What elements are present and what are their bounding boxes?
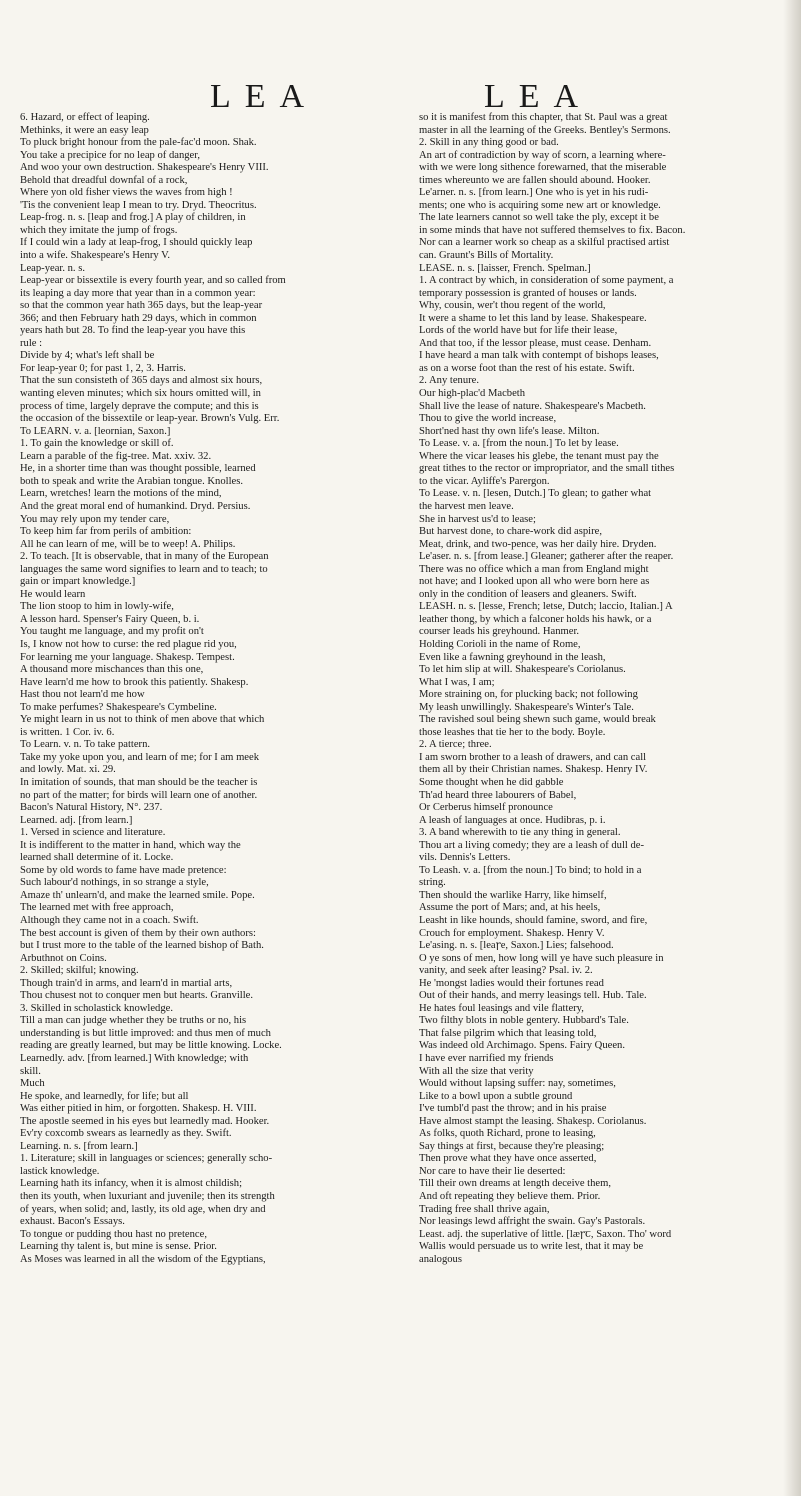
text-line: wanting eleven minutes; which six hours omitted will, in <box>20 388 261 400</box>
running-head-right: LEA <box>484 78 593 115</box>
text-line: Was either pitied in him, or forgotten. Shakesp. H. VIII. <box>20 1103 257 1115</box>
text-line: 2. Any tenure. <box>419 375 480 387</box>
text-line: As Moses was learned in all the wisdom of the Egyptians, <box>20 1253 266 1265</box>
text-line: Much <box>20 1078 45 1090</box>
text-line: Th'ad heard three labourers of Babel, <box>419 789 577 801</box>
text-line: no part of the matter; for birds will learn one of another. <box>20 789 258 801</box>
text-line: Our high-plac'd Macbeth <box>419 388 526 400</box>
text-line: Nor can a learner work so cheap as a skilful practised artist <box>419 237 670 249</box>
text-line: Leap-year or bissextile is every fourth year, and so called from <box>20 275 286 287</box>
text-line: 'Tis the convenient leap I mean to try. Dryd. Theocritus. <box>20 199 257 211</box>
text-line: Is, I know not how to curse: the red plague rid you, <box>20 638 237 650</box>
text-line: You take a precipice for no leap of danger, <box>20 149 200 161</box>
text-line: For learning me your language. Shakesp. Tempest. <box>20 651 235 663</box>
text-line: ments; one who is acquiring some new art or knowledge. <box>419 199 661 211</box>
text-line: The ravished soul being shewn such game, would break <box>419 714 656 726</box>
text-line: learned shall determine of it. Locke. <box>20 852 174 864</box>
text-line: A lesson hard. Spenser's Fairy Queen, b. i. <box>20 613 200 625</box>
text-line: You taught me language, and my profit on't <box>20 626 204 638</box>
text-line: string. <box>419 877 446 889</box>
text-line: Or Cerberus himself pronounce <box>419 802 553 814</box>
text-line: great tithes to the rector or impropriator, and the small tithes <box>419 463 675 475</box>
text-line: Thou art a living comedy; they are a leash of dull de- <box>419 839 645 851</box>
text-line: I am sworn brother to a leash of drawers, and can call <box>419 751 647 763</box>
text-line: Arbuthnot on Coins. <box>20 952 107 964</box>
text-line: courser leads his greyhound. Hanmer. <box>419 626 580 638</box>
text-line: the harvest men leave. <box>419 500 514 512</box>
text-line: That false pilgrim which that leasing told, <box>419 1027 597 1039</box>
text-line: Where the vicar leases his glebe, the tenant must pay the <box>419 450 659 462</box>
text-line: To Lease. v. n. [lesen, Dutch.] To glean; to gather what <box>419 488 652 500</box>
text-line: Out of their hands, and merry leasings tell. Hub. Tale. <box>419 990 647 1002</box>
text-line: Why, cousin, wer't thou regent of the world, <box>419 300 606 312</box>
text-line: Learning hath its infancy, when it is almost childish; <box>20 1178 243 1190</box>
text-line: exhaust. Bacon's Essays. <box>20 1216 125 1228</box>
text-line: Nor leasings lewd affright the swain. Gay's Pastorals. <box>419 1216 646 1228</box>
text-line: What I was, I am; <box>419 676 495 688</box>
text-line: He, in a shorter time than was thought possible, learned <box>20 463 256 475</box>
text-line: Least. adj. the superlative of little. [læꞅꞇ, Saxon. Tho' word <box>419 1228 672 1240</box>
text-line: She in harvest us'd to lease; <box>419 513 536 525</box>
text-line: The learned met with free approach, <box>20 902 174 914</box>
text-line: O ye sons of men, how long will ye have such pleasure in <box>419 952 664 964</box>
text-line: vils. Dennis's Letters. <box>419 852 511 864</box>
text-line: More straining on, for plucking back; not following <box>419 689 638 701</box>
text-line: Learning. n. s. [from learn.] <box>20 1140 138 1152</box>
text-line: Take my yoke upon you, and learn of me; for I am meek <box>20 751 260 763</box>
text-line: times whereunto we are fallen should abound. Hooker. <box>419 174 651 186</box>
text-line: skill. <box>20 1065 41 1077</box>
text-line: I have ever narrified my friends <box>419 1053 554 1065</box>
text-line: vanity, and seek after leasing? Psal. iv. 2. <box>419 965 593 977</box>
text-line: Le'arner. n. s. [from learn.] One who is yet in his rudi- <box>419 187 649 199</box>
text-line: its leaping a day more that year than in a common year: <box>20 287 256 299</box>
text-line: Learning thy talent is, but mine is sense. Prior. <box>20 1241 217 1253</box>
text-line: Methinks, it were an easy leap <box>20 124 149 136</box>
text-line: master in all the learning of the Greeks. Bentley's Sermons. <box>419 124 671 136</box>
text-line: To pluck bright honour from the pale-fac'd moon. Shak. <box>20 137 257 149</box>
text-line: Wallis would persuade us to write lest, that it may be <box>419 1241 644 1253</box>
text-line: To let him slip at will. Shakespeare's Coriolanus. <box>419 664 626 676</box>
text-line: and lowly. Mat. xi. 29. <box>20 764 116 776</box>
text-line: 2. Skilled; skilful; knowing. <box>20 965 139 977</box>
text-line: 3. A band wherewith to tie any thing in general. <box>419 827 621 839</box>
text-line: Have almost stampt the leasing. Shakesp. Coriolanus. <box>419 1115 647 1127</box>
text-line: Then prove what they have once asserted, <box>419 1153 597 1165</box>
text-line: I've tumbl'd past the throw; and in his praise <box>419 1103 607 1115</box>
text-line: Short'ned hast thy own life's lease. Milton. <box>419 425 600 437</box>
text-line: To Learn. v. n. To take pattern. <box>20 739 151 751</box>
text-line: The late learners cannot so well take the ply, except it be <box>419 212 659 224</box>
text-line: Thou to give the world increase, <box>419 413 557 425</box>
text-line: Thou chusest not to conquer men but hearts. Granville. <box>20 990 254 1002</box>
text-line: Leap-frog. n. s. [leap and frog.] A play of children, in <box>20 212 246 224</box>
text-line: As folks, quoth Richard, prone to leasing, <box>419 1128 596 1140</box>
text-line: only in the condition of leasers and gleaners. Swift. <box>419 588 637 600</box>
text-line: Nor care to have their lie deserted: <box>419 1165 566 1177</box>
text-line: Though train'd in arms, and learn'd in martial arts, <box>20 977 233 989</box>
text-line: Le'asing. n. s. [leaꞅe, Saxon.] Lies; falsehood. <box>419 940 614 952</box>
text-line: 2. A tierce; three. <box>419 739 492 751</box>
text-line: And the great moral end of humankind. Dryd. Persius. <box>20 500 251 512</box>
text-line: gain or impart knowledge.] <box>20 576 136 588</box>
text-line: Leap-year. n. s. <box>20 262 86 274</box>
running-head-left: LEA <box>210 78 319 115</box>
text-line: Such labour'd nothings, in so strange a style, <box>20 877 209 889</box>
text-line: I have heard a man talk with contempt of bishops leases, <box>419 350 659 362</box>
text-line: so it is manifest from this chapter, that St. Paul was a great <box>419 112 668 123</box>
text-line: Trading free shall thrive again, <box>419 1203 550 1215</box>
text-line: languages the same word signifies to learn and to teach; to <box>20 563 268 575</box>
text-line: Was indeed old Archimago. Spens. Fairy Queen. <box>419 1040 625 1052</box>
text-line: Have learn'd me how to brook this patiently. Shakesp. <box>20 676 249 688</box>
text-line: 2. Skill in any thing good or bad. <box>419 137 559 149</box>
text-line: not have; and I looked upon all who were born here as <box>419 576 650 588</box>
text-line: Learned. adj. [from learn.] <box>20 814 133 826</box>
text-line: You may rely upon my tender care, <box>20 513 170 525</box>
text-line: If I could win a lady at leap-frog, I should quickly leap <box>20 237 253 249</box>
text-line: All he can learn of me, will be to weep! A. Philips. <box>20 538 236 550</box>
text-line: Would without lapsing suffer: nay, sometimes, <box>419 1078 616 1090</box>
text-line: 2. To teach. [It is observable, that in many of the European <box>20 551 269 563</box>
text-line: To keep him far from perils of ambition: <box>20 526 192 538</box>
text-line: 6. Hazard, or effect of leaping. <box>20 112 150 123</box>
text-line: 1. Literature; skill in languages or sciences; generally scho- <box>20 1153 273 1165</box>
text-line: My leash unwillingly. Shakespeare's Winter's Tale. <box>419 701 634 713</box>
text-line: Till their own dreams at length deceive them, <box>419 1178 612 1190</box>
text-line: so that the common year hath 365 days, but the leap-year <box>20 300 263 312</box>
text-line: leather thong, by which a falconer holds his hawk, or a <box>419 613 652 625</box>
text-line: Meat, drink, and two-pence, was her daily hire. Dryden. <box>419 538 657 550</box>
text-line: those leashes that tie her to the body. Boyle. <box>419 726 606 738</box>
text-line: But harvest done, to chare-work did aspire, <box>419 526 602 538</box>
text-line: Say things at first, because they're pleasing; <box>419 1140 605 1152</box>
text-line: of years, when solid; and, lastly, its old age, when dry and <box>20 1203 266 1215</box>
text-line: Holding Corioli in the name of Rome, <box>419 638 581 650</box>
text-line: 3. Skilled in scholastick knowledge. <box>20 1002 173 1014</box>
text-line: Hast thou not learn'd me how <box>20 689 145 701</box>
text-line: Leasht in like hounds, should famine, sword, and fire, <box>419 915 648 926</box>
text-line: Even like a fawning greyhound in the leash, <box>419 651 606 663</box>
text-line: He spoke, and learnedly, for life; but all <box>20 1090 189 1102</box>
text-line: Learn, wretches! learn the motions of the mind, <box>20 488 222 500</box>
text-line: Assume the port of Mars; and, at his heels, <box>419 902 601 914</box>
text-line: To Lease. v. a. [from the noun.] To let by lease. <box>419 438 619 450</box>
text-line: He 'mongst ladies would their fortunes read <box>419 977 604 989</box>
text-line: The apostle seemed in his eyes but learnedly mad. Hooker. <box>20 1115 270 1127</box>
text-line: into a wife. Shakespeare's Henry V. <box>20 250 171 262</box>
text-line: Learn a parable of the fig-tree. Mat. xxiv. 32. <box>20 450 212 462</box>
text-line: understanding is but little improved: and thus men of much <box>20 1027 271 1039</box>
text-line: is written. 1 Cor. iv. 6. <box>20 726 115 738</box>
text-line: years hath but 28. To find the leap-year you have this <box>20 325 246 337</box>
text-line: reading are greatly learned, but may be little knowing. Locke. <box>20 1040 282 1052</box>
page-edge-shadow <box>783 0 801 1496</box>
text-line: Two filthy blots in noble gentery. Hubbard's Tale. <box>419 1015 629 1027</box>
text-line: Crouch for employment. Shakesp. Henry V. <box>419 927 605 939</box>
text-line: Lords of the world have but for life their lease, <box>419 325 618 337</box>
text-line: The lion stoop to him in lowly-wife, <box>20 601 174 613</box>
text-line: A thousand more mischances than this one, <box>20 664 204 676</box>
text-line: 1. To gain the knowledge or skill of. <box>20 438 174 450</box>
text-line: Learnedly. adv. [from learned.] With knowledge; with <box>20 1053 249 1065</box>
left-column <box>20 112 382 1266</box>
text-line: 1. A contract by which, in consideration of some payment, a <box>419 275 674 287</box>
text-line: There was no office which a man from England might <box>419 563 649 575</box>
text-line: analogous <box>419 1253 462 1265</box>
text-line: both to speak and write the Arabian tongue. Knolles. <box>20 475 244 487</box>
text-line: with we were long sithence forewarned, that the miserable <box>419 162 667 174</box>
text-line: the occasion of the bissextile or leap-year. Brown's Vulg. Err. <box>20 413 280 425</box>
text-line: Ye might learn in us not to think of men above that which <box>20 714 265 726</box>
text-line: temporary possession is granted of houses or lands. <box>419 287 637 299</box>
text-line: to the vicar. Ayliffe's Parergon. <box>419 475 550 487</box>
text-line: Where yon old fisher views the waves from high ! <box>20 187 233 199</box>
text-line: but I trust more to the table of the learned bishop of Bath. <box>20 940 264 952</box>
text-line: To tongue or pudding thou hast no pretence, <box>20 1228 207 1240</box>
text-line: It were a shame to let this land by lease. Shakespeare. <box>419 312 647 324</box>
text-line: For leap-year 0; for past 1, 2, 3. Harris. <box>20 362 186 374</box>
text-line: Shall live the lease of nature. Shakespeare's Macbeth. <box>419 400 646 412</box>
text-line: Some thought when he did gabble <box>419 776 564 788</box>
text-line: He hates foul leasings and vile flattery, <box>419 1002 584 1014</box>
text-line: And oft repeating they believe them. Prior. <box>419 1191 601 1203</box>
text-line: rule : <box>20 337 43 349</box>
text-line: And woo your own destruction. Shakespeare's Henry VIII. <box>20 162 269 174</box>
text-line: lastick knowledge. <box>20 1165 100 1177</box>
text-line: LEASE. n. s. [laisser, French. Spelman.] <box>419 262 591 274</box>
text-line: as on a worse foot than the rest of his estate. Swift. <box>419 362 635 374</box>
text-line: An art of contradiction by way of scorn, a learning where- <box>419 149 666 161</box>
text-line: It is indifferent to the matter in hand, which way the <box>20 839 241 851</box>
text-line: which they imitate the jump of frogs. <box>20 224 178 236</box>
text-line: That the sun consisteth of 365 days and almost six hours, <box>20 375 263 387</box>
text-line: To Leash. v. a. [from the noun.] To bind; to hold in a <box>419 864 642 876</box>
text-line: Then should the warlike Harry, like himself, <box>419 889 607 901</box>
text-line: them all by their Christian names. Shakesp. Henry IV. <box>419 764 648 776</box>
text-line: And that too, if the lessor please, must cease. Denham. <box>419 337 652 349</box>
text-line: Till a man can judge whether they be truths or no, his <box>20 1015 247 1027</box>
text-line: in some minds that have not suffered themselves to fix. Bacon. <box>419 224 686 236</box>
right-column <box>419 112 781 1266</box>
text-line: He would learn <box>20 588 86 600</box>
text-line: Divide by 4; what's left shall be <box>20 350 155 362</box>
text-line: process of time, largely deprave the compute; and this is <box>20 400 259 412</box>
text-line: To make perfumes? Shakespeare's Cymbeline. <box>20 701 217 713</box>
text-line: Some by old words to fame have made pretence: <box>20 864 227 876</box>
text-line: then its youth, when luxuriant and juvenile; then its strength <box>20 1191 275 1203</box>
text-line: The best account is given of them by their own authors: <box>20 927 256 939</box>
text-line: Bacon's Natural History, N°. 237. <box>20 802 163 814</box>
text-line: LEASH. n. s. [lesse, French; letse, Dutch; laccio, Italian.] A <box>419 601 673 613</box>
text-line: With all the size that verity <box>419 1065 534 1077</box>
text-line: Le'aser. n. s. [from lease.] Gleaner; gatherer after the reaper. <box>419 551 674 563</box>
text-line: Ev'ry coxcomb swears as learnedly as they. Swift. <box>20 1128 232 1140</box>
text-line: Behold that dreadful downfal of a rock, <box>20 174 188 186</box>
text-line: 1. Versed in science and literature. <box>20 827 166 839</box>
text-line: To LEARN. v. a. [leornian, Saxon.] <box>20 425 171 437</box>
text-line: Amaze th' unlearn'd, and make the learned smile. Pope. <box>20 889 255 901</box>
text-line: A leash of languages at once. Hudibras, p. i. <box>419 814 606 826</box>
text-line: Although they came not in a coach. Swift. <box>20 915 199 926</box>
text-line: Like to a bowl upon a subtle ground <box>419 1090 573 1102</box>
text-line: In imitation of sounds, that man should be the teacher is <box>20 776 258 788</box>
text-line: can. Graunt's Bills of Mortality. <box>419 250 554 262</box>
text-line: 366; and then February hath 29 days, which in common <box>20 312 257 324</box>
